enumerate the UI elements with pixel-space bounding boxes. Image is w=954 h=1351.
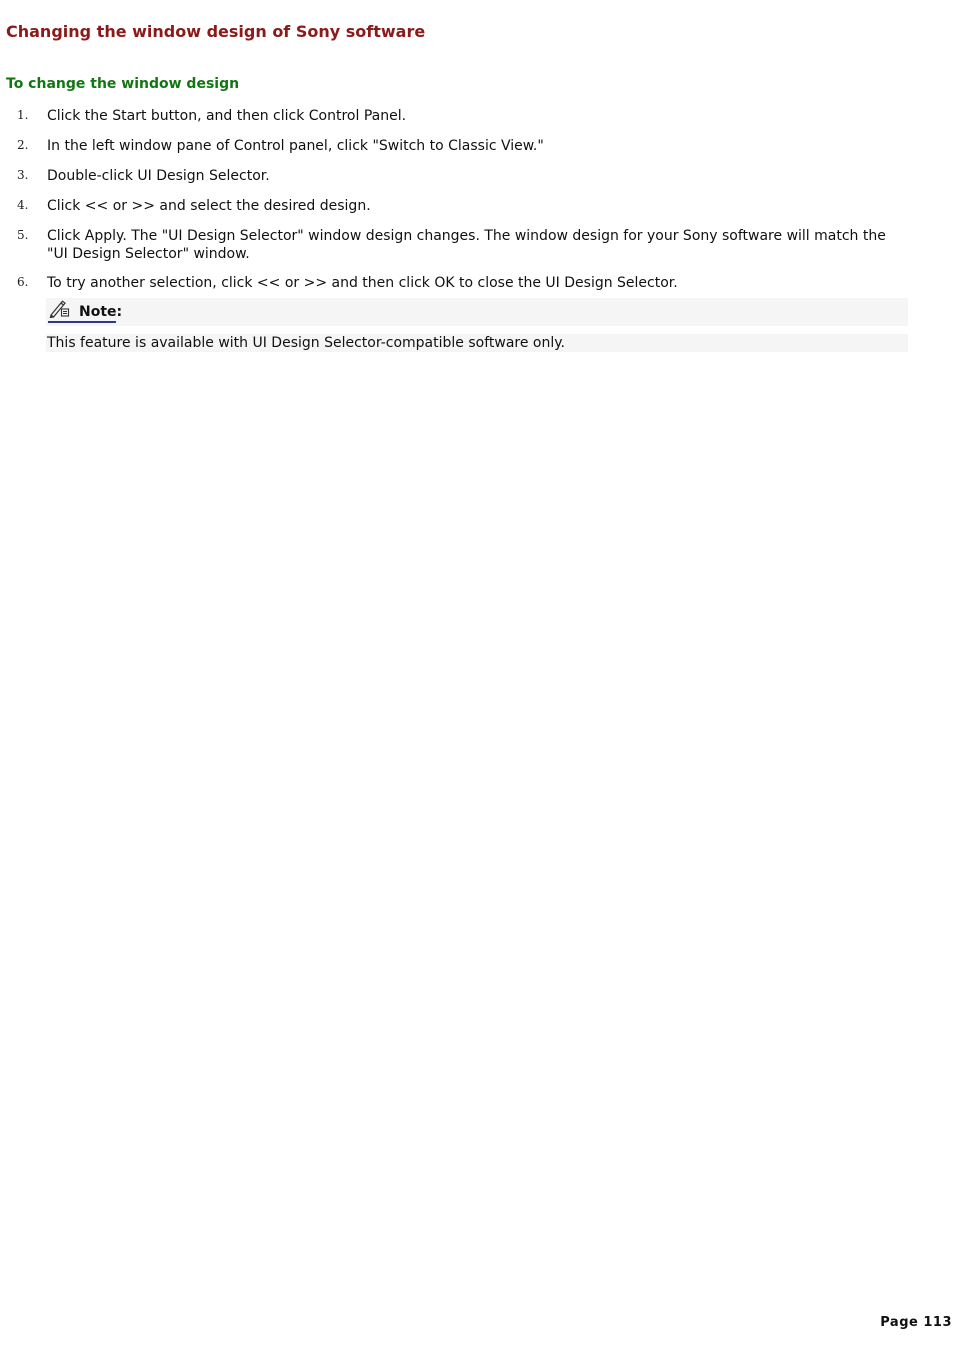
step-number: 3. — [17, 168, 29, 182]
step-text: Click Apply. The "UI Design Selector" window design changes. The window design for your Sony software will match the "UI Design Selector" window. — [47, 228, 886, 262]
page-number: Page 113 — [880, 1315, 952, 1330]
step-number: 2. — [17, 138, 29, 152]
step-number: 6. — [17, 275, 29, 289]
step-number: 1. — [17, 108, 29, 122]
note-text: This feature is available with UI Design Selector-compatible software only. — [47, 335, 565, 351]
step-text: Click << or >> and select the desired design. — [47, 198, 371, 214]
page-title: Changing the window design of Sony software — [6, 22, 426, 41]
note-body — [46, 334, 908, 352]
step-number: 5. — [17, 228, 29, 242]
note-underline — [48, 321, 116, 323]
step-text: Click the Start button, and then click Control Panel. — [47, 108, 407, 124]
step-number: 4. — [17, 198, 29, 212]
step-text: In the left window pane of Control panel, click "Switch to Classic View." — [47, 138, 544, 154]
note-pencil-icon — [48, 300, 70, 318]
section-title: To change the window design — [6, 76, 240, 92]
note-header — [46, 298, 908, 326]
step-text: To try another selection, click << or >> and then click OK to close the UI Design Selector. — [47, 275, 678, 291]
step-text: Double-click UI Design Selector. — [47, 168, 270, 184]
note-label: Note: — [79, 304, 123, 320]
